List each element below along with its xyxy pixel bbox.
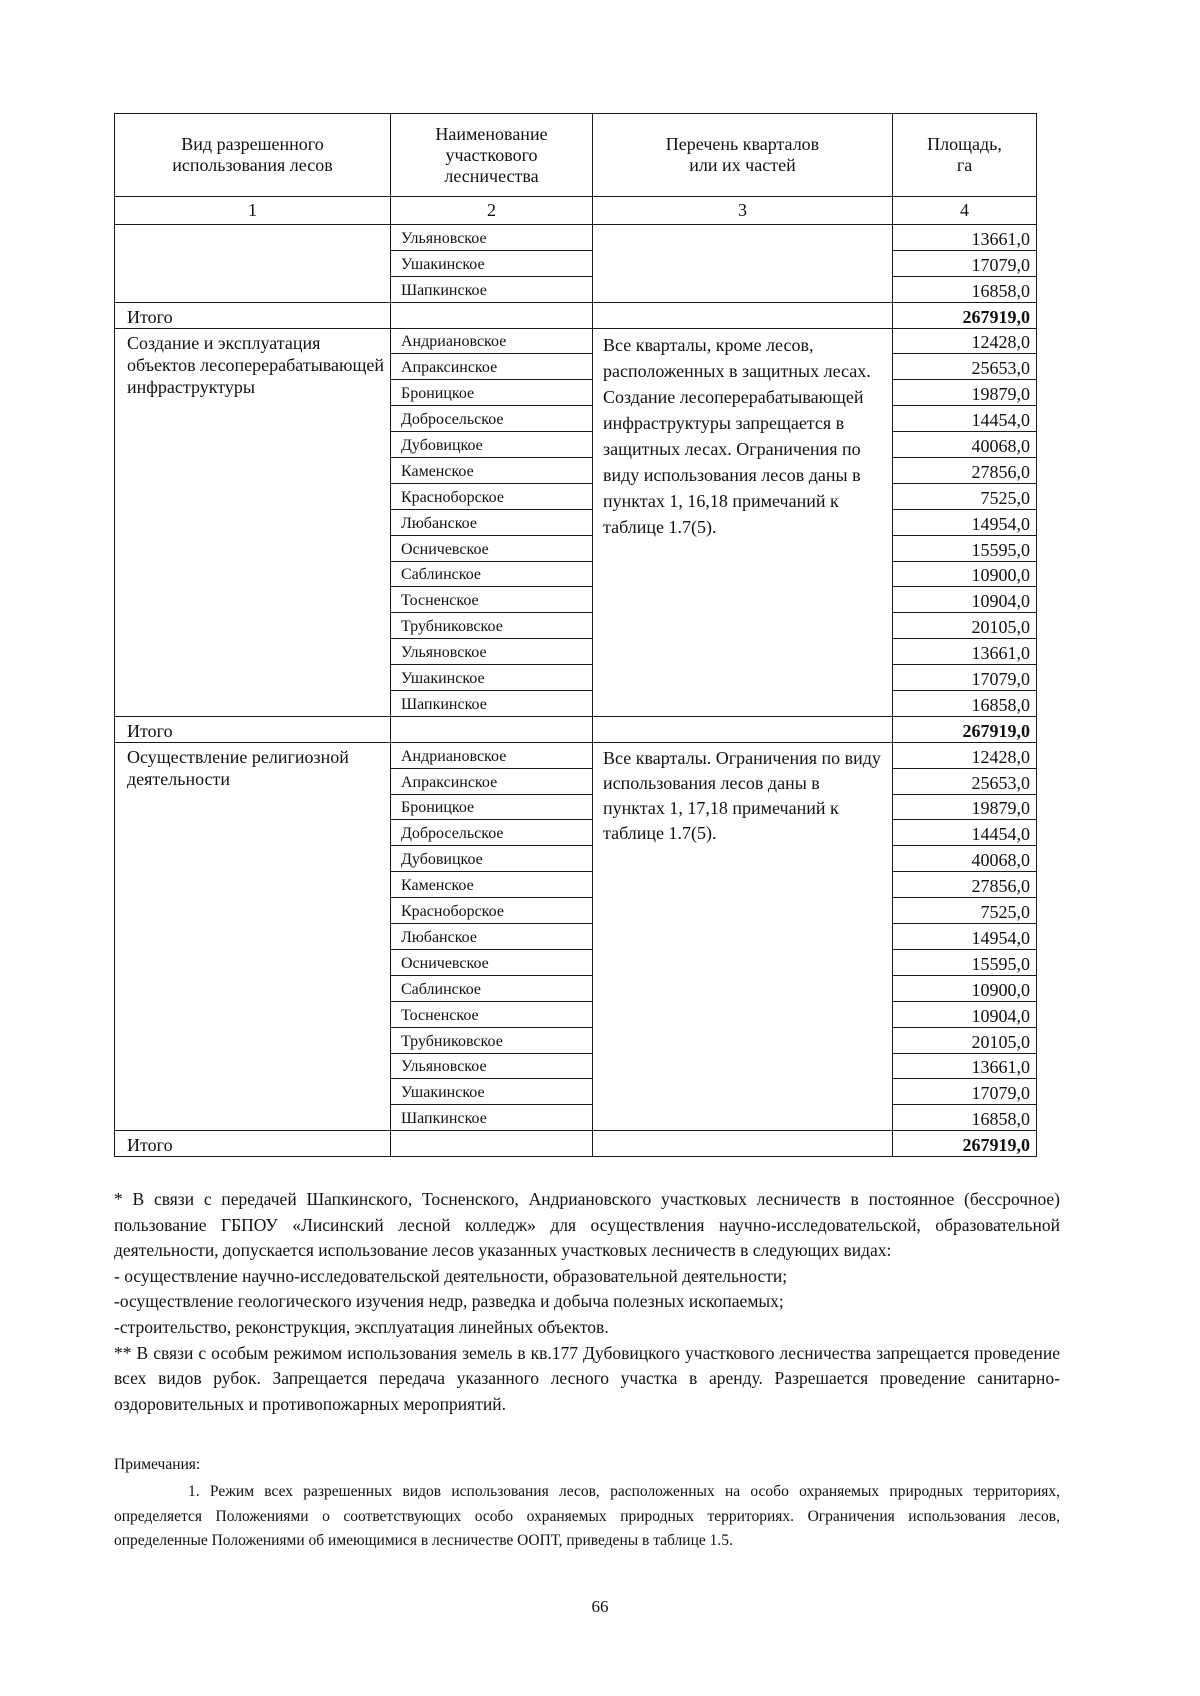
area-cell: 16858,0 — [893, 1105, 1037, 1131]
area-cell: 10904,0 — [893, 587, 1037, 613]
forestry-name-cell: Ульяновское — [391, 1053, 593, 1079]
area-cell: 13661,0 — [893, 1053, 1037, 1079]
area-cell: 20105,0 — [893, 1027, 1037, 1053]
use-type-cell: Создание и эксплуатация объектов лесоперерабатывающей инфраструктуры — [115, 328, 391, 716]
quarters-cell: Все кварталы, кроме лесов, расположенных в защитных лесах. Создание лесоперерабатывающей инфраструктуры запрещается в защитных лесах. Ограничения по виду использования лесов даны в пунктах 1, 16,18 примечаний к таблице 1.7(5). — [593, 328, 893, 716]
total-area: 267919,0 — [893, 302, 1037, 328]
forestry-name-cell: Андриановское — [391, 742, 593, 768]
forestry-name-cell: Дубовицкое — [391, 432, 593, 458]
total-area: 267919,0 — [893, 716, 1037, 742]
area-cell: 17079,0 — [893, 250, 1037, 276]
footnote-item: - осуществление научно-исследовательской деятельности, образовательной деятельности; — [114, 1265, 788, 1286]
area-cell: 16858,0 — [893, 691, 1037, 717]
forestry-name-cell: Каменское — [391, 872, 593, 898]
area-cell: 15595,0 — [893, 535, 1037, 561]
total-area: 267919,0 — [893, 1131, 1037, 1157]
footnote-item: -строительство, реконструкция, эксплуатация линейных объектов. — [114, 1316, 609, 1337]
column-number: 2 — [391, 197, 593, 225]
area-cell: 19879,0 — [893, 794, 1037, 820]
total-label: Итого — [115, 1131, 391, 1157]
area-cell: 10900,0 — [893, 561, 1037, 587]
area-cell: 14454,0 — [893, 406, 1037, 432]
note-item: 1. Режим всех разрешенных видов использования лесов, расположенных на особо охраняемых природных территориях, определяется Положениями о соответствующих особо охраняемых природных территориях. Ограничения использования лесов, определенные Положениями об имеющимися в лесничестве ООПТ, приведены в таблице 1.5. — [114, 1483, 1060, 1549]
forestry-name-cell: Осничевское — [391, 535, 593, 561]
area-cell: 40068,0 — [893, 846, 1037, 872]
area-cell: 25653,0 — [893, 768, 1037, 794]
empty-cell — [391, 302, 593, 328]
forestry-name-cell: Любанское — [391, 509, 593, 535]
forestry-name-cell: Андриановское — [391, 328, 593, 354]
forestry-name-cell: Тосненское — [391, 1001, 593, 1027]
forestry-name-cell: Шапкинское — [391, 276, 593, 302]
area-cell: 12428,0 — [893, 328, 1037, 354]
forestry-name-cell: Броницкое — [391, 794, 593, 820]
area-cell: 14954,0 — [893, 924, 1037, 950]
forestry-name-cell: Каменское — [391, 458, 593, 484]
header-forestry-name: Наименование участкового лесничества — [391, 114, 593, 197]
area-cell: 13661,0 — [893, 639, 1037, 665]
area-cell: 14454,0 — [893, 820, 1037, 846]
quarters-cell: Все кварталы. Ограничения по виду использования лесов даны в пунктах 1, 17,18 примечаний к таблице 1.7(5). — [593, 742, 893, 1130]
area-cell: 19879,0 — [893, 380, 1037, 406]
table-row — [115, 716, 1037, 742]
column-number: 1 — [115, 197, 391, 225]
forestry-name-cell: Ульяновское — [391, 639, 593, 665]
forestry-name-cell: Саблинское — [391, 975, 593, 1001]
quarters-cell — [593, 225, 893, 303]
forestry-name-cell: Ушакинское — [391, 1079, 593, 1105]
area-cell: 12428,0 — [893, 742, 1037, 768]
area-cell: 27856,0 — [893, 872, 1037, 898]
forestry-name-cell: Красноборское — [391, 483, 593, 509]
column-number: 4 — [893, 197, 1037, 225]
footnote-double-star: ** В связи с особым режимом использования земель в кв.177 Дубовицкого участкового лесничества запрещается проведение всех видов рубок. Запрещается передача указанного лесного участка в аренду. Разрешается проведение санитарно-оздоровительных и противопожарных мероприятий. — [114, 1342, 1060, 1414]
forestry-name-cell: Добросельское — [391, 406, 593, 432]
header-area: Площадь, га — [893, 114, 1037, 197]
area-cell: 10900,0 — [893, 975, 1037, 1001]
area-cell: 15595,0 — [893, 949, 1037, 975]
empty-cell — [391, 716, 593, 742]
area-cell: 10904,0 — [893, 1001, 1037, 1027]
forestry-name-cell: Красноборское — [391, 898, 593, 924]
forestry-name-cell: Любанское — [391, 924, 593, 950]
table-header-row — [115, 114, 1037, 197]
forestry-name-cell: Трубниковское — [391, 1027, 593, 1053]
empty-cell — [593, 302, 893, 328]
forestry-name-cell: Ушакинское — [391, 250, 593, 276]
table-row — [115, 742, 1037, 768]
area-cell: 17079,0 — [893, 1079, 1037, 1105]
table-row — [115, 225, 1037, 251]
area-cell: 20105,0 — [893, 613, 1037, 639]
forestry-name-cell: Шапкинское — [391, 691, 593, 717]
footnote-item: -осуществление геологического изучения недр, разведка и добыча полезных ископаемых; — [114, 1291, 784, 1312]
header-use-type: Вид разрешенного использования лесов — [115, 114, 391, 197]
table-body — [115, 225, 1037, 1157]
table-row — [115, 328, 1037, 354]
forestry-name-cell: Осничевское — [391, 949, 593, 975]
forestry-name-cell: Апраксинское — [391, 354, 593, 380]
area-cell: 7525,0 — [893, 898, 1037, 924]
forestry-name-cell: Добросельское — [391, 820, 593, 846]
total-label: Итого — [115, 302, 391, 328]
forestry-name-cell: Трубниковское — [391, 613, 593, 639]
table-row — [115, 1131, 1037, 1157]
forestry-name-cell: Дубовицкое — [391, 846, 593, 872]
area-cell: 14954,0 — [893, 509, 1037, 535]
use-type-cell — [115, 225, 391, 303]
forestry-name-cell: Апраксинское — [391, 768, 593, 794]
area-cell: 7525,0 — [893, 483, 1037, 509]
table-row — [115, 302, 1037, 328]
forestry-name-cell: Ушакинское — [391, 665, 593, 691]
forestry-name-cell: Саблинское — [391, 561, 593, 587]
area-cell: 25653,0 — [893, 354, 1037, 380]
forest-use-table — [114, 113, 1037, 1157]
page-number: 66 — [591, 1597, 609, 1616]
area-cell: 13661,0 — [893, 225, 1037, 251]
footnote-star: * В связи с передачей Шапкинского, Тосненского, Андриановского участковых лесничеств в постоянное (бессрочное) пользование ГБПОУ «Лисинский лесной колледж» для осуществления научно-исследовательской, образовательной деятельности, допускается использование лесов указанных участковых лесничеств в следующих видах: — [114, 1189, 1060, 1261]
notes-title: Примечания: — [114, 1456, 201, 1473]
area-cell: 40068,0 — [893, 432, 1037, 458]
column-number: 3 — [593, 197, 893, 225]
forestry-name-cell: Броницкое — [391, 380, 593, 406]
use-type-cell: Осуществление религиозной деятельности — [115, 742, 391, 1130]
forestry-name-cell: Тосненское — [391, 587, 593, 613]
footnotes — [114, 1187, 1060, 1417]
area-cell: 16858,0 — [893, 276, 1037, 302]
total-label: Итого — [115, 716, 391, 742]
empty-cell — [593, 716, 893, 742]
empty-cell — [391, 1131, 593, 1157]
area-cell: 27856,0 — [893, 458, 1037, 484]
forestry-name-cell: Ульяновское — [391, 225, 593, 251]
forestry-name-cell: Шапкинское — [391, 1105, 593, 1131]
area-cell: 17079,0 — [893, 665, 1037, 691]
header-quarters: Перечень кварталов или их частей — [593, 114, 893, 197]
empty-cell — [593, 1131, 893, 1157]
column-number-row — [115, 197, 1037, 225]
